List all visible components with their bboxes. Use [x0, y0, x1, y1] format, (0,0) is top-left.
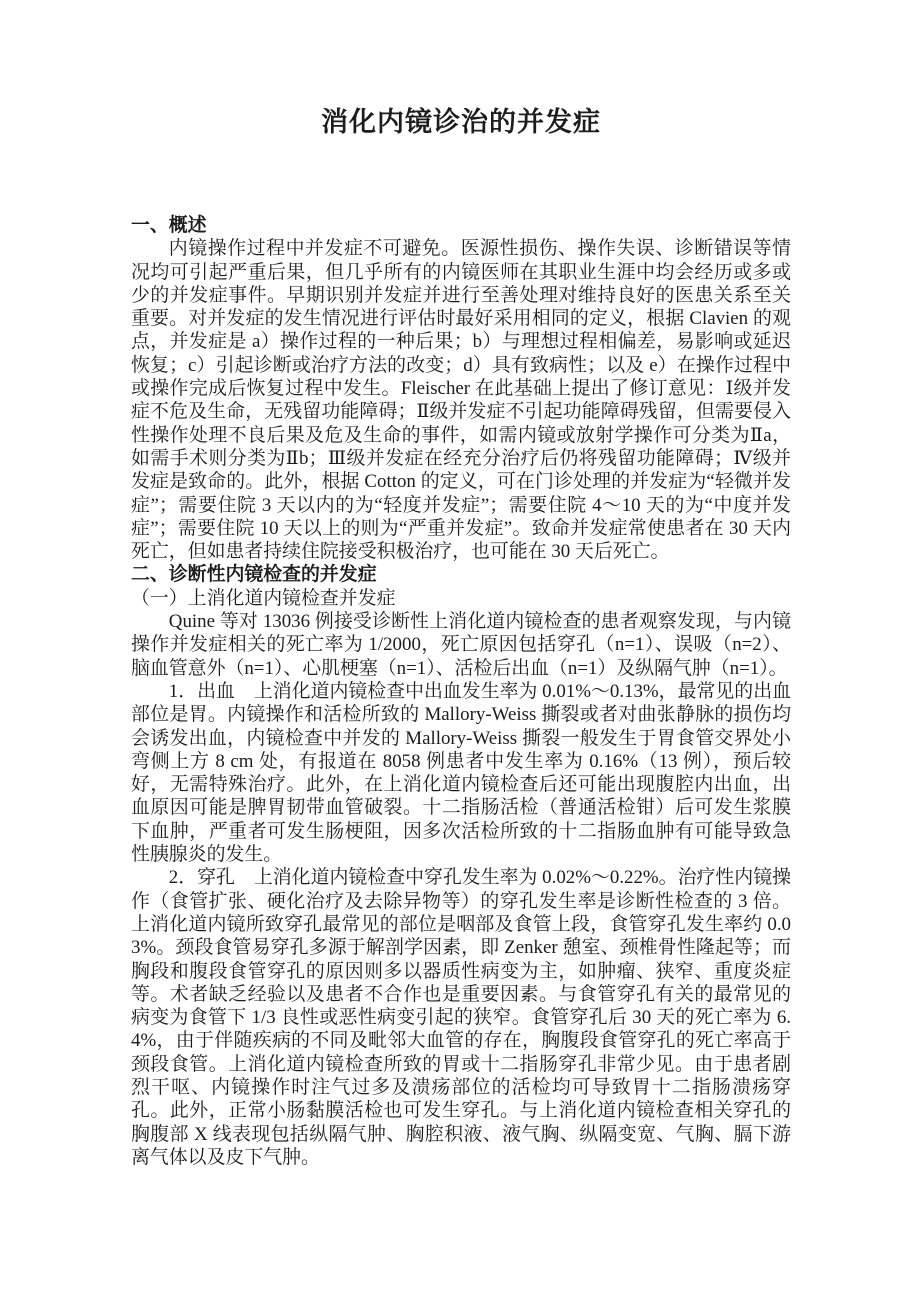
document-content — [131, 0, 791, 1169]
section-heading-overview: 一、概述 — [131, 215, 207, 236]
section-heading-diagnostic-complications: 二、诊断性内镜检查的并发症 — [131, 564, 377, 586]
paragraph-quine-study: Quine 等对 13036 例接受诊断性上消化道内镜检查的患者观察发现，与内镜操作并发症相关的死亡率为 1/2000，死亡原因包括穿孔（n=1）、误吸（n=2）、脑血管意外（n=1）、心肌梗塞（n=1）、活检后出血（n=1）及纵隔气肿（n=1）。 — [131, 611, 791, 679]
paragraph-overview: 内镜操作过程中并发症不可避免。医源性损伤、操作失误、诊断错误等情况均可引起严重后果，但几乎所有的内镜医师在其职业生涯中均会经历或多或少的并发症事件。早期识别并发症并进行至善处理对维持良好的医患关系至关重要。对并发症的发生情况进行评估时最好采用相同的定义，根据 Clavien 的观点，并发症是 a）操作过程的一种后果；b）与理想过程相偏差，易影响或延迟恢复；c）引起诊断或治疗方法的改变；d）具有致病性；以及 e）在操作过程中或操作完成后恢复过程中发生。Fleischer 在此基础上提出了修订意见：Ⅰ级并发症不危及生命，无残留功能障碍；Ⅱ级并发症不引起功能障碍残留，但需要侵入性操作处理不良后果及危及生命的事件，如需内镜或放射学操作可分类为Ⅱa，如需手术则分类为Ⅱb；Ⅲ级并发症在经充分治疗后仍将残留功能障碍；Ⅳ级并发症是致命的。此外，根据 Cotton 的定义，可在门诊处理的并发症为“轻微并发症”；需要住院 3 天以内的为“轻度并发症”；需要住院 4～10 天的为“中度并发症”；需要住院 10 天以上的则为“严重并发症”。致命并发症常使患者在 30 天内死亡，但如患者持续住院接受积极治疗，也可能在 30 天后死亡。 — [131, 238, 791, 563]
paragraph-perforation: 2．穿孔 上消化道内镜检查中穿孔发生率为 0.02%～0.22%。治疗性内镜操作（食管扩张、硬化治疗及去除异物等）的穿孔发生率是诊断性检查的 3 倍。上消化道内镜所致穿孔最常见的部位是咽部及食管上段，食管穿孔发生率约 0.03%。颈段食管易穿孔多源于解剖学因素，即 Zenker 憩室、颈椎骨性隆起等；而胸段和腹段食管穿孔的原因则多以器质性病变为主，如肿瘤、狭窄、重度炎症等。术者缺乏经验以及患者不合作也是重要因素。与食管穿孔有关的最常见的病变为食管下 1/3 良性或恶性病变引起的狭窄。食管穿孔后 30 天的死亡率为 6.4%，由于伴随疾病的不同及毗邻大血管的存在，胸腹段食管穿孔的死亡率高于颈段食管。上消化道内镜检查所致的胃或十二指肠穿孔非常少见。由于患者剧烈干呕、内镜操作时注气过多及溃疡部位的活检均可导致胃十二指肠溃疡穿孔。此外，正常小肠黏膜活检也可发生穿孔。与上消化道内镜检查相关穿孔的胸腹部 X 线表现包括纵隔气肿、胸腔积液、液气胸、纵隔变宽、气胸、膈下游离气体以及皮下气肿。 — [131, 867, 791, 1168]
subsection-heading-upper-gi: （一）上消化道内镜检查并发症 — [131, 587, 396, 609]
document-title: 消化内镜诊治的并发症 — [321, 107, 601, 137]
paragraph-bleeding: 1．出血 上消化道内镜检查中出血发生率为 0.01%～0.13%，最常见的出血部位是胃。内镜操作和活检所致的 Mallory-Weiss 撕裂或者对曲张静脉的损伤均会诱发出血，内镜检查中并发的 Mallory-Weiss 撕裂一般发生于胃食管交界处小弯侧上方 8 cm 处，有报道在 8058 例患者中发生率为 0.16%（13 例），预后较好，无需特殊治疗。此外，在上消化道内镜检查后还可能出现腹腔内出血，出血原因可能是脾胃韧带血管破裂。十二指肠活检（普通活检钳）后可发生浆膜下血肿，严重者可发生肠梗阻，因多次活检所致的十二指肠血肿有可能导致急性胰腺炎的发生。 — [131, 680, 791, 866]
